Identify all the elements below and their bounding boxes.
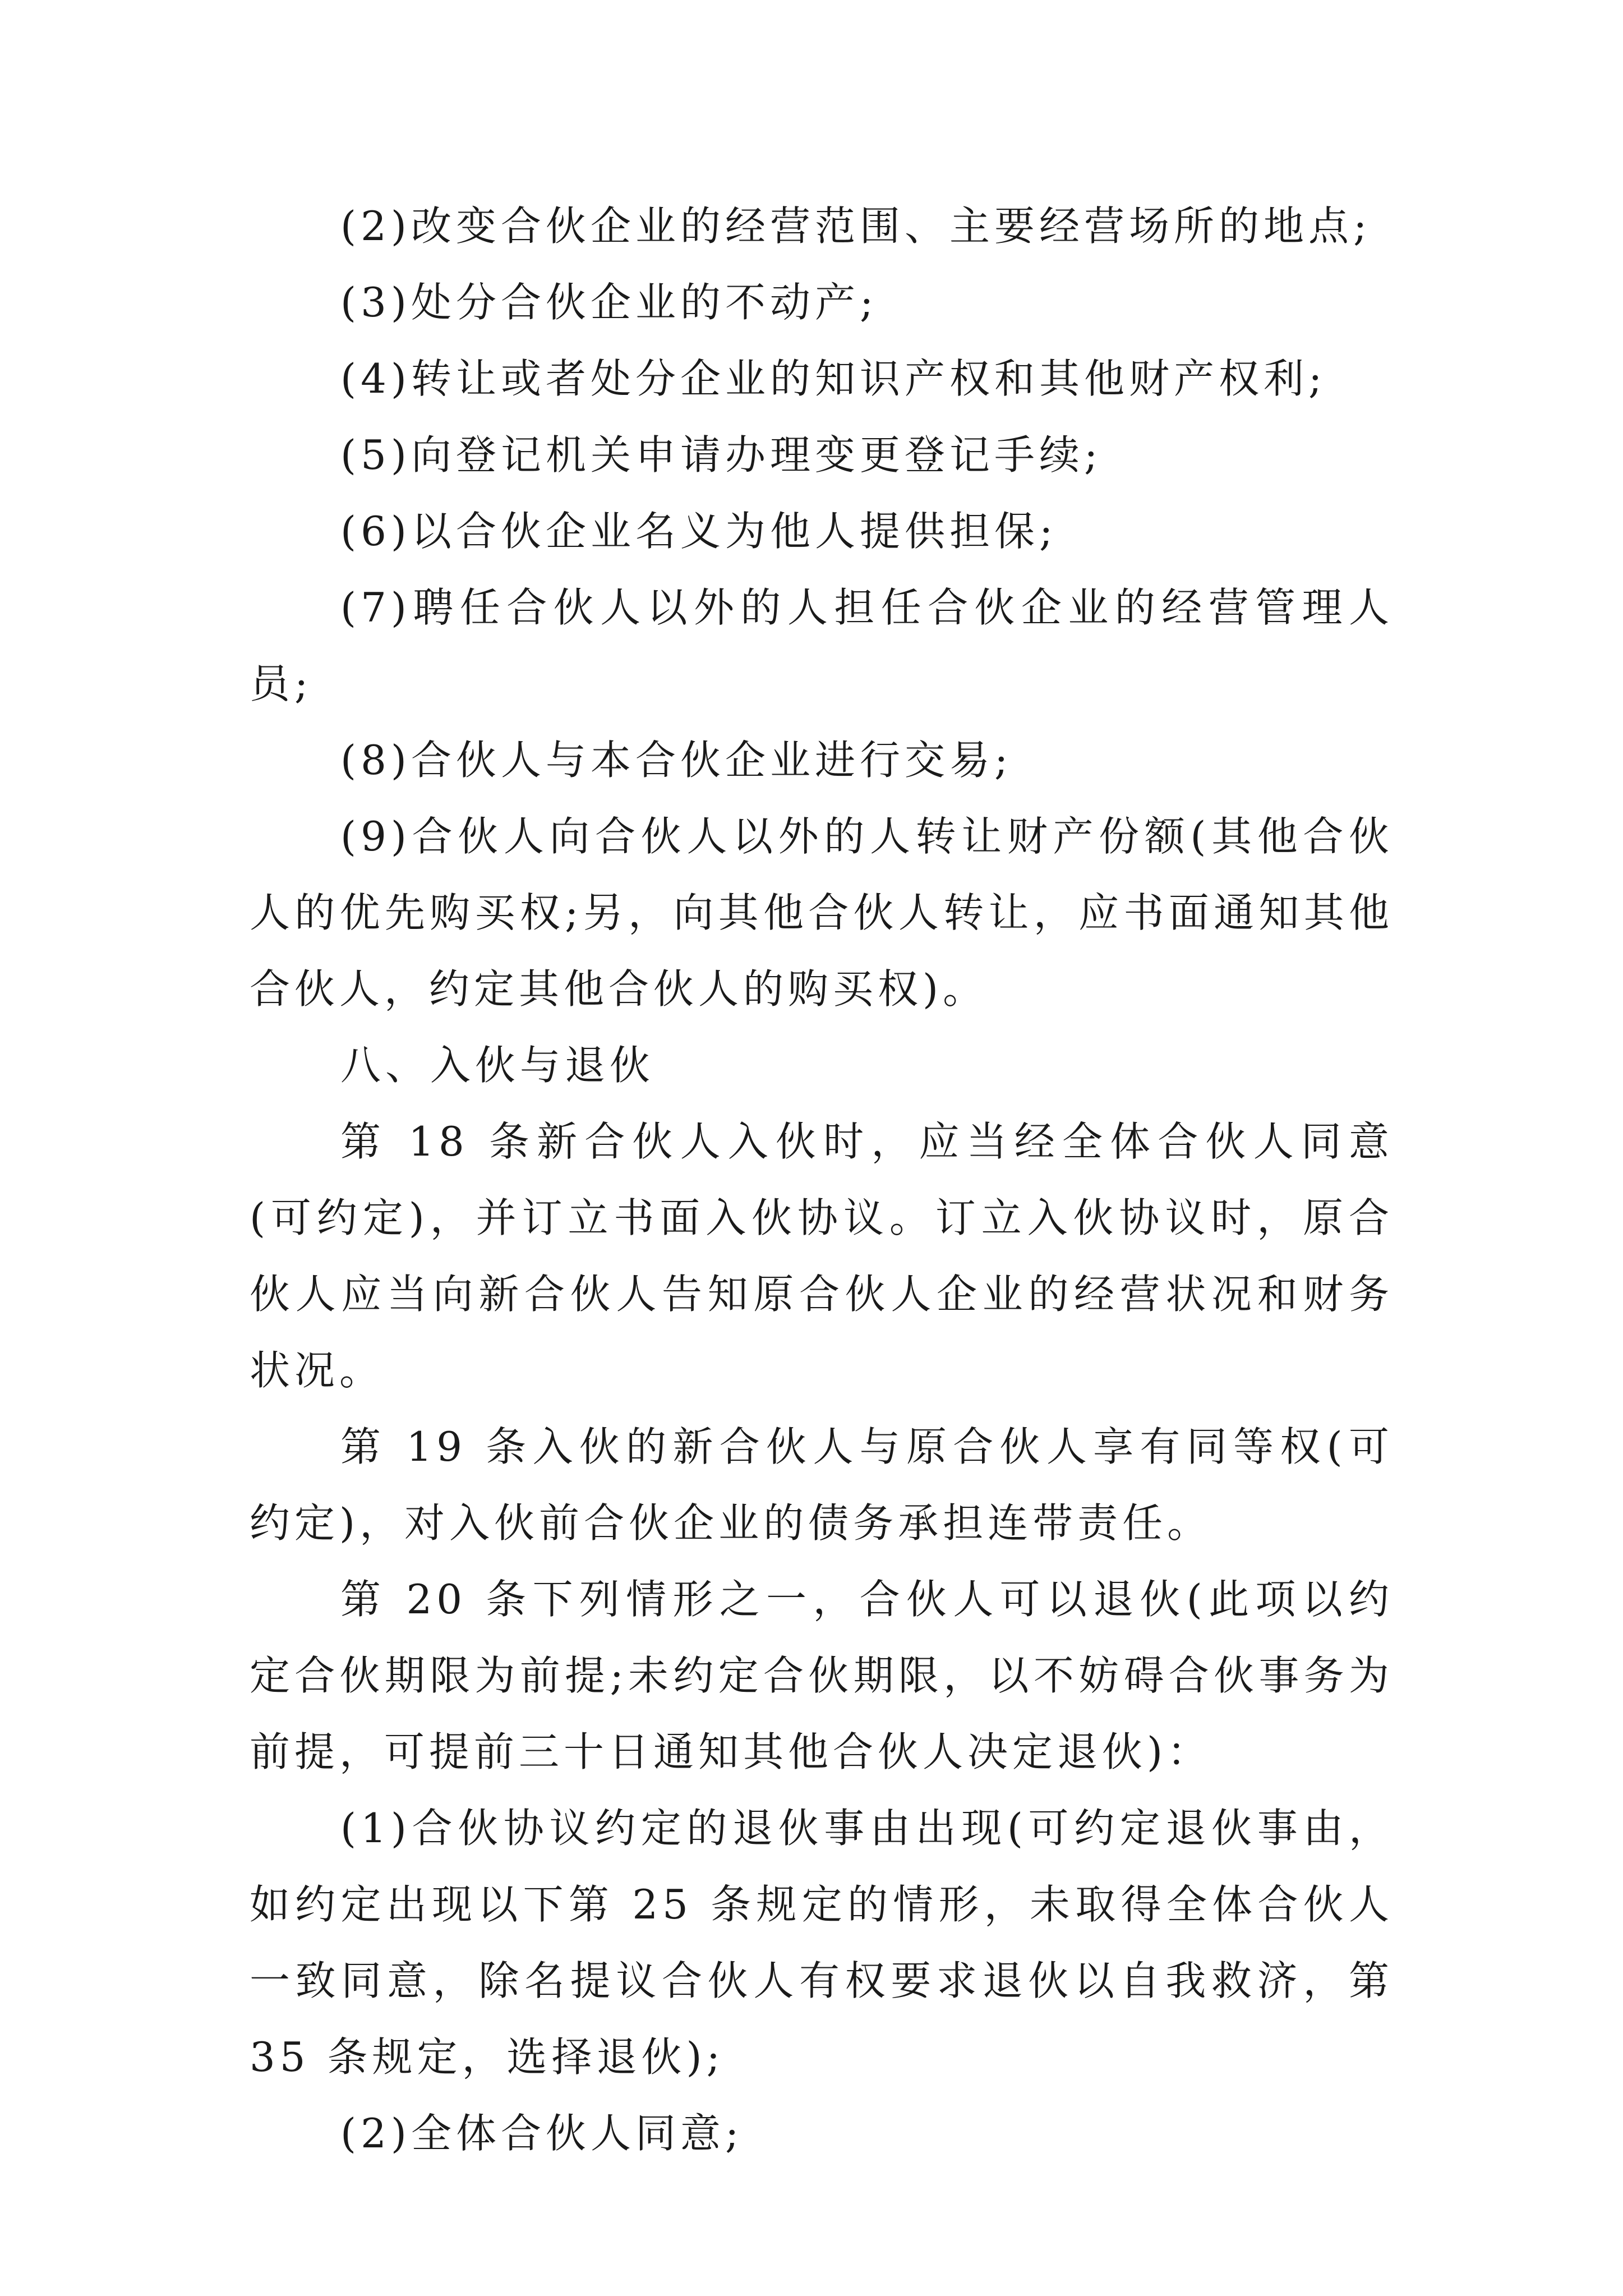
article-19: 第 19 条入伙的新合伙人与原合伙人享有同等权(可约定)，对入伙前合伙企业的债务承担连带责任。 [250, 1423, 1394, 1547]
withdrawal-item-2: (2)全体合伙人同意; [340, 2110, 744, 2157]
clause-item-9: (9)合伙人向合伙人以外的人转让财产份额(其他合伙人的优先购买权;另，向其他合伙人转让，应书面通知其他合伙人，约定其他合伙人的购买权)。 [250, 813, 1394, 1013]
clause-item-4: (4)转让或者处分企业的知识产权和其他财产权利; [340, 355, 1327, 402]
clause-item-2: (2)改变合伙企业的经营范围、主要经营场所的地点; [340, 203, 1372, 250]
clause-item-7: (7)聘任合伙人以外的人担任合伙企业的经营管理人员; [250, 584, 1394, 707]
clause-item-6: (6)以合伙企业名义为他人提供担保; [340, 508, 1058, 555]
withdrawal-item-1: (1)合伙协议约定的退伙事由出现(可约定退伙事由，如约定出现以下第 25 条规定的情形，未取得全体合伙人一致同意，除名提议合伙人有权要求退伙以自我救济，第 35 条规定，选择退伙); [250, 1805, 1394, 2081]
article-20: 第 20 条下列情形之一，合伙人可以退伙(此项以约定合伙期限为前提;未约定合伙期限，以不妨碍合伙事务为前提，可提前三十日通知其他合伙人决定退伙)： [250, 1576, 1394, 1775]
clause-item-8: (8)合伙人与本合伙企业进行交易; [340, 737, 1013, 784]
section-heading: 八、入伙与退伙 [340, 1042, 655, 1089]
article-18: 第 18 条新合伙人入伙时，应当经全体合伙人同意(可约定)，并订立书面入伙协议。订立入伙协议时，原合伙人应当向新合伙人告知原合伙人企业的经营状况和财务状况。 [250, 1118, 1394, 1394]
clause-item-5: (5)向登记机关申请办理变更登记手续; [340, 431, 1103, 478]
clause-item-3: (3)处分合伙企业的不动产; [340, 279, 878, 326]
document-body [250, 188, 1394, 2171]
